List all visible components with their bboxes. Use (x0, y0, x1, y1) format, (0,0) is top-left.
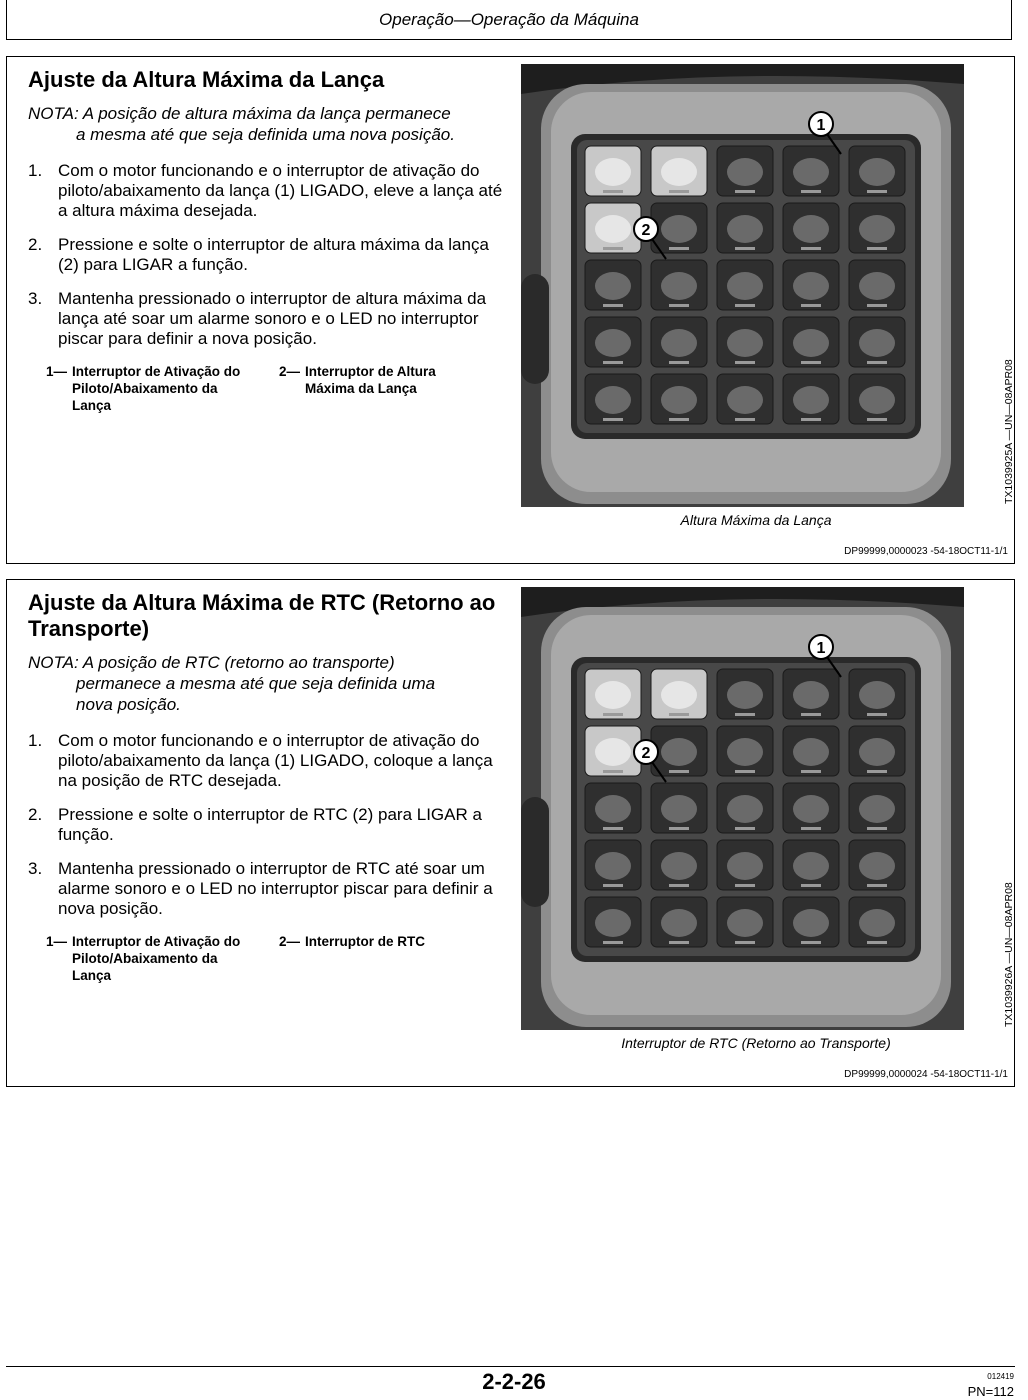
header-title: Operação—Operação da Máquina (379, 10, 639, 29)
section-boom-max-height (6, 56, 1015, 564)
legend-item (279, 933, 469, 950)
figure-caption: Altura Máxima da Lança (680, 512, 832, 528)
step-text: Mantenha pressionado o interruptor de RTC até soar um alarme sonoro e o LED no interruptor piscar para definir a nova posição. (58, 859, 493, 918)
steps-list (28, 731, 503, 919)
document-reference: DP99999,0000023 -54-18OCT11-1/1 (844, 546, 1008, 557)
legend-label: 2— (279, 934, 301, 949)
step-number: 1. (28, 731, 43, 750)
steps-list (28, 161, 503, 349)
section-title: Ajuste da Altura Máxima da Lança (28, 67, 385, 92)
step-item (28, 731, 503, 791)
step-number: 2. (28, 805, 43, 824)
footer-code: 012419 (987, 1372, 1014, 1381)
section-text (28, 67, 503, 419)
note-line-2: permanece a mesma até que seja definida uma nova posição. (76, 674, 436, 714)
footer-rule (6, 1366, 1015, 1367)
svg-text:2: 2 (641, 745, 651, 762)
note-line-2: a mesma até que seja definida uma nova posição. (76, 125, 455, 144)
note-line-1: A posição de RTC (retorno ao transporte) (82, 653, 395, 672)
running-header (6, 0, 1012, 40)
step-number: 3. (28, 859, 43, 878)
note (28, 103, 503, 145)
note-label: NOTA: (28, 653, 79, 672)
legend-item (279, 363, 469, 397)
step-text: Com o motor funcionando e o interruptor de ativação do piloto/abaixamento da lança (1) LIGADO, eleve a lança até a altura máxima desejada. (58, 161, 503, 220)
step-item (28, 805, 503, 845)
legend-label: 2— (279, 364, 301, 379)
legend-label: 1— (46, 934, 68, 949)
step-number: 3. (28, 289, 43, 308)
step-item (28, 161, 503, 221)
legend-text: Interruptor de Ativação do Piloto/Abaixamento da Lança (72, 364, 241, 413)
legend (28, 933, 503, 989)
section-text (28, 590, 503, 989)
figure-caption: Interruptor de RTC (Retorno ao Transporte) (621, 1035, 891, 1051)
page-number: 2-2-26 (482, 1369, 546, 1394)
step-text: Pressione e solte o interruptor de altura máxima da lança (2) para LIGAR a função. (58, 235, 489, 274)
legend-text: Interruptor de RTC (305, 934, 425, 949)
legend-item (46, 363, 251, 414)
legend-text: Interruptor de Ativação do Piloto/Abaixamento da Lança (72, 934, 241, 983)
note-line-1: A posição de altura máxima da lança permanece (82, 104, 451, 123)
step-number: 2. (28, 235, 43, 254)
legend-text: Interruptor de Altura Máxima da Lança (305, 364, 436, 396)
section-rtc-max-height (6, 579, 1015, 1087)
step-item (28, 859, 503, 919)
svg-text:1: 1 (816, 640, 826, 657)
switch-panel-illustration (521, 587, 964, 1030)
svg-text:1: 1 (816, 117, 826, 134)
svg-text:2: 2 (641, 222, 651, 239)
step-number: 1. (28, 161, 43, 180)
switch-panel-photo (521, 587, 964, 1030)
legend-item (46, 933, 251, 984)
step-text: Mantenha pressionado o interruptor de altura máxima da lança até soar um alarme sonoro e o LED no interruptor piscar para definir a nova posição. (58, 289, 487, 348)
note (28, 652, 438, 715)
switch-panel-photo (521, 64, 964, 507)
switch-panel-illustration (521, 64, 964, 507)
legend-label: 1— (46, 364, 68, 379)
step-item (28, 235, 503, 275)
page-pn: PN=112 (967, 1384, 1014, 1399)
figure-code: TX1039925A —UN—08APR08 (1003, 359, 1015, 504)
figure-code: TX1039926A —UN—08APR08 (1003, 882, 1015, 1027)
step-text: Pressione e solte o interruptor de RTC (2) para LIGAR a função. (58, 805, 482, 844)
note-label: NOTA: (28, 104, 79, 123)
legend (28, 363, 503, 419)
section-title: Ajuste da Altura Máxima de RTC (Retorno ao Transporte) (28, 590, 496, 641)
step-text: Com o motor funcionando e o interruptor de ativação do piloto/abaixamento da lança (1) LIGADO, coloque a lança na posição de RTC desejada. (58, 731, 493, 790)
step-item (28, 289, 503, 349)
document-reference: DP99999,0000024 -54-18OCT11-1/1 (844, 1069, 1008, 1080)
